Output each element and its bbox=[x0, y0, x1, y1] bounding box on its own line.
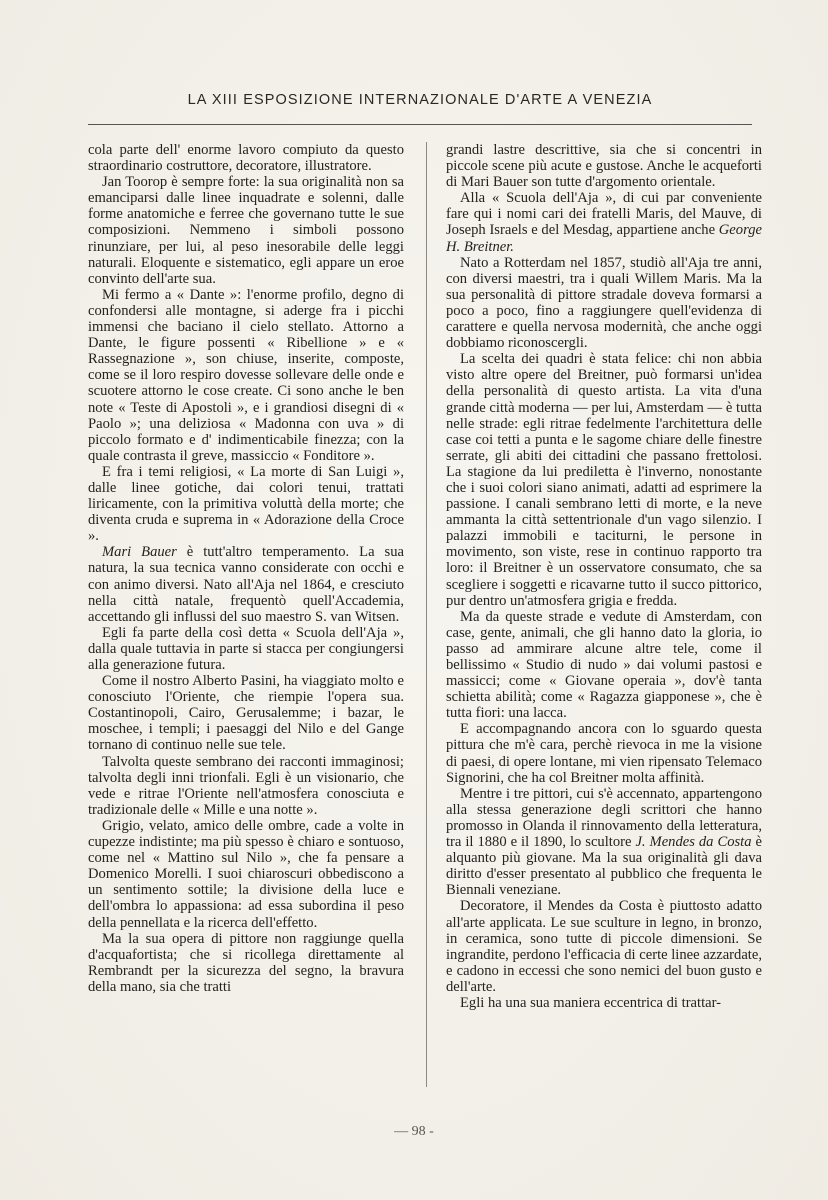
artist-name: Mari Bauer bbox=[102, 544, 177, 561]
paragraph: Decoratore, il Mendes da Costa è piuttosto adatto all'arte applicata. Le sue sculture in legno, in bronzo, in ceramica, sono tutte di piccole dimensioni. Se ingrandite, perdono l'efficacia di certe linee azzardate, e cadono in eccessi che sono nemici del buon gusto e dell'arte. bbox=[446, 898, 762, 995]
paragraph: Ma la sua opera di pittore non raggiunge quella d'acquafortista; che si ricollega direttamente al Rembrandt per la sicurezza del segno, la bravura della mano, sia che tratti bbox=[88, 930, 404, 995]
paragraph: grandi lastre descrittive, sia che si concentri in piccole scene più acute e gustose. Anche le acqueforti di Mari Bauer son tutte d'argomento orientale. bbox=[446, 142, 762, 191]
paragraph: Grigio, velato, amico delle ombre, cade a volte in cupezze indistinte; ma più spesso è chiaro e sontuoso, come nel « Mattino sul Nilo », che fa pensare a Domenico Morelli. I suoi chiaroscuri obbediscono a un sentimento sottile; la divisione della luce e dell'ombra lo appassiona: ad essa subordina il peso della pennellata e la ricerca dell'effetto. bbox=[88, 817, 404, 931]
paragraph bbox=[446, 786, 762, 899]
header-rule bbox=[88, 124, 752, 125]
paragraph: Talvolta queste sembrano dei racconti immaginosi; talvolta degli inni trionfali. Egli è un visionario, che vede e ritrae l'Oriente nell'atmosfera conosciuta e tradizionale delle « Mille e una notte ». bbox=[88, 753, 404, 818]
paragraph: Come il nostro Alberto Pasini, ha viaggiato molto e conosciuto l'Oriente, che riempie l'opera sua. Costantinopoli, Cairo, Gerusalemme; i bazar, le moschee, i templi; i paesaggi del Nilo e del Gange tornano di continuo nelle sue tele. bbox=[88, 673, 404, 754]
paragraph-text: Alla « Scuola dell'Aja », di cui par conveniente fare qui i nomi cari dei fratelli Maris, del Mauve, di Joseph Israels e del Mesdag, appartiene anche bbox=[446, 190, 762, 239]
paragraph: Mi fermo a « Dante »: l'enorme profilo, degno di confondersi alle montagne, si aderge fra i picchi immensi che baciano il cielo stellato. Attorno a Dante, le figure possenti « Ribellione » e « Rassegnazione », son chiuse, inserite, composte, come se il loro respiro dovesse sollevare delle onde e scuotere attorno le cose create. Ci sono anche le ben note « Teste di Apostoli », e i grandiosi disegni di « Paolo »; una deliziosa « Madonna con uva » di piccolo formato e d' indimenticabile finezza; con la quale contrasta il greve, massiccio « Fonditore ». bbox=[88, 286, 404, 464]
paragraph: cola parte dell' enorme lavoro compiuto da questo straordinario costruttore, decoratore, illustratore. bbox=[88, 142, 404, 175]
paragraph: Jan Toorop è sempre forte: la sua originalità non sa emanciparsi dalle linee inquadrate e solenni, dalle forme anatomiche e ferree che governano tutte le sue composizioni. Nemmeno i simboli possono rinunziare, per lui, al peso inesorabile delle leggi naturali. Eloquente e sistematico, egli appare un eroe convinto dell'arte sua. bbox=[88, 174, 404, 287]
paragraph bbox=[88, 544, 404, 624]
left-column bbox=[88, 142, 404, 1082]
paragraph bbox=[446, 190, 762, 254]
paragraph-text: è alquanto più giovane. Ma la sua originalità gli dava diritto d'esser presentato al pubblico che frequenta le Biennali veneziane. bbox=[446, 834, 762, 899]
right-column bbox=[446, 142, 762, 1082]
page-number: — 98 - bbox=[394, 1124, 434, 1139]
artist-name: J. Mendes da Costa bbox=[635, 834, 752, 851]
artist-name: George H. Breitner. bbox=[446, 222, 762, 255]
column-divider bbox=[426, 142, 427, 1087]
paragraph: Ma da queste strade e vedute di Amsterdam, con case, gente, animali, che gli hanno dato la gloria, io passo ad ammirare alcune altre tele, come il bellissimo « Studio di nudo » dai volumi pastosi e massicci; come « Giovane operaia », dov'è tanta schietta abilità; come « Ragazza giapponese », che è tutta fiori: una lacca. bbox=[446, 608, 762, 722]
paragraph: Egli fa parte della così detta « Scuola dell'Aja », dalla quale tuttavia in parte si stacca per congiungersi alla generazione futura. bbox=[88, 624, 404, 673]
paragraph: E accompagnando ancora con lo sguardo questa pittura che m'è cara, perchè rievoca in me la visione di paesi, di opere lontane, mi vien ripensato Telemaco Signorini, che ha col Breitner molta affinità. bbox=[446, 721, 762, 786]
paragraph: Egli ha una sua maniera eccentrica di trattar- bbox=[460, 994, 722, 1011]
paragraph: Nato a Rotterdam nel 1857, studiò all'Aja tre anni, con diversi maestri, tra i quali Willem Maris. Ma la sua personalità di pittore stradale doveva formarsi a poco a poco, fino a raggiungere quell'evidenza di carattere e quella nervosa modernità, che anche oggi dobbiamo riconoscergli. bbox=[446, 254, 762, 352]
running-header: LA XIII ESPOSIZIONE INTERNAZIONALE D'ARTE A VENEZIA bbox=[187, 92, 653, 108]
paragraph-text: è tutt'altro temperamento. La sua natura, la sua tecnica vanno considerate con occhi e con animo diversi. Nato all'Aja nel 1864, e cresciuto nella città natale, frequentò quell'Accademia, accettando gli influssi del suo maestro S. van Witsen. bbox=[88, 544, 404, 625]
paragraph: La scelta dei quadri è stata felice: chi non abbia visto altre opere del Breitner, può formarsi un'idea della personalità di questo artista. La vita d'una grande città moderna — per lui, Amsterdam — è tutta nelle strade: egli ritrae fedelmente l'architettura delle case coi tetti a punta e le sagome chiare delle finestre serrate, gli abiti dei cittadini che passano frettolosi. La stagione da lui prediletta è l'inverno, nonostante che i suoi colori siano animati, adatti ad esprimere la passione. I canali sembrano letti di morte, e la neve ammanta la città settentrionale d'un vago silenzio. I palazzi immobili e taciturni, le persone in movimento, son viste, rese in continuo rapporto tra loro: il Breitner è un osservatore consumato, che sa scegliere i soggetti e ricavarne tutto il succo pittorico, pur dentro un'atmosfera grigia e fredda. bbox=[446, 351, 762, 609]
paragraph: E fra i temi religiosi, « La morte di San Luigi », dalle linee gotiche, dai colori tenui, trattati liricamente, con la primitiva voluttà della morte; che diventa cruda e suprema in « Adorazione della Croce ». bbox=[88, 463, 404, 545]
paragraph-text: Mentre i tre pittori, cui s'è accennato, appartengono alla stessa generazione degli scrittori che hanno promosso in Olanda il rinnovamento della letteratura, tra il 1880 e il 1890, lo scultore bbox=[446, 785, 762, 851]
